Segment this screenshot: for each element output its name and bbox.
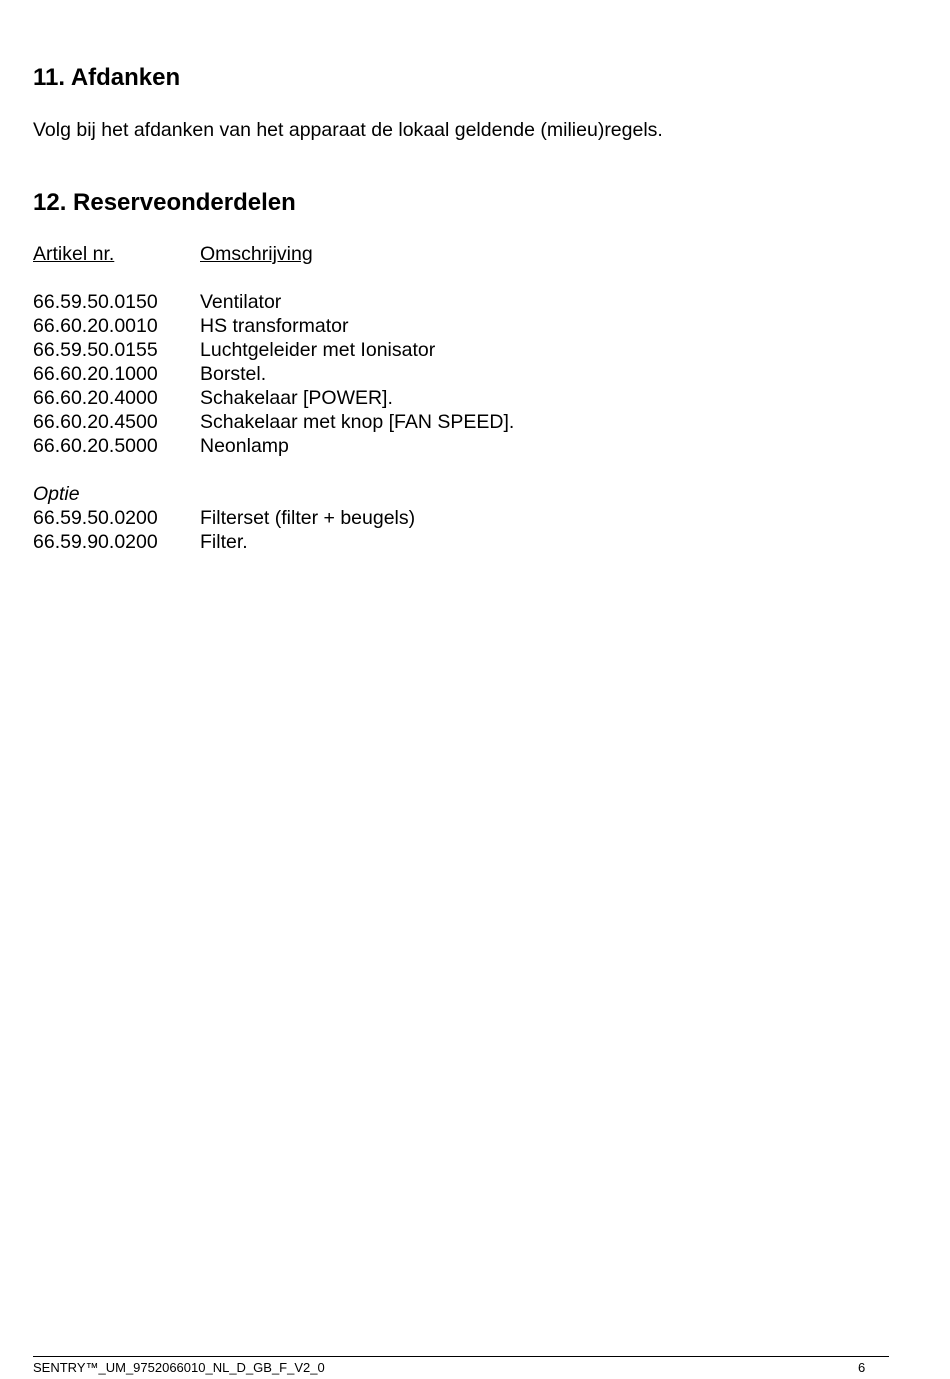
- option-label: Optie: [33, 483, 80, 505]
- part-number: 66.60.20.4500: [33, 411, 158, 433]
- section-12-heading: 12. Reserveonderdelen: [33, 189, 296, 216]
- parts-row: [0, 314, 950, 338]
- part-number: 66.60.20.0010: [33, 315, 158, 337]
- option-row: [0, 506, 950, 530]
- option-part-number: 66.59.90.0200: [33, 531, 158, 553]
- part-description: Schakelaar [POWER].: [200, 387, 393, 409]
- part-description: Neonlamp: [200, 435, 289, 457]
- part-number: 66.59.50.0155: [33, 339, 158, 361]
- part-number: 66.60.20.4000: [33, 387, 158, 409]
- option-part-number: 66.59.50.0200: [33, 507, 158, 529]
- parts-row: [0, 386, 950, 410]
- parts-table-header: [0, 242, 950, 266]
- parts-row: [0, 362, 950, 386]
- part-description: HS transformator: [200, 315, 349, 337]
- column-header-article-nr: Artikel nr.: [33, 243, 115, 265]
- footer-page-number: 6: [858, 1360, 866, 1375]
- option-row: [0, 530, 950, 554]
- option-label-row: [0, 482, 950, 506]
- parts-row: [0, 434, 950, 458]
- option-part-description: Filterset (filter + beugels): [200, 507, 416, 529]
- part-description: Schakelaar met knop [FAN SPEED].: [200, 411, 515, 433]
- column-header-description: Omschrijving: [200, 243, 313, 265]
- parts-row: [0, 290, 950, 314]
- part-number: 66.60.20.5000: [33, 435, 158, 457]
- footer-divider: [33, 1356, 889, 1357]
- option-part-description: Filter.: [200, 531, 248, 553]
- section-11-text: Volg bij het afdanken van het apparaat de lokaal geldende (milieu)regels.: [33, 119, 663, 141]
- part-number: 66.60.20.1000: [33, 363, 158, 385]
- section-11-heading: 11. Afdanken: [33, 64, 181, 91]
- parts-row: [0, 338, 950, 362]
- footer-document-id: SENTRY™_UM_9752066010_NL_D_GB_F_V2_0: [33, 1360, 325, 1375]
- parts-row: [0, 410, 950, 434]
- part-description: Ventilator: [200, 291, 282, 313]
- part-description: Luchtgeleider met Ionisator: [200, 339, 436, 361]
- part-description: Borstel.: [200, 363, 267, 385]
- part-number: 66.59.50.0150: [33, 291, 158, 313]
